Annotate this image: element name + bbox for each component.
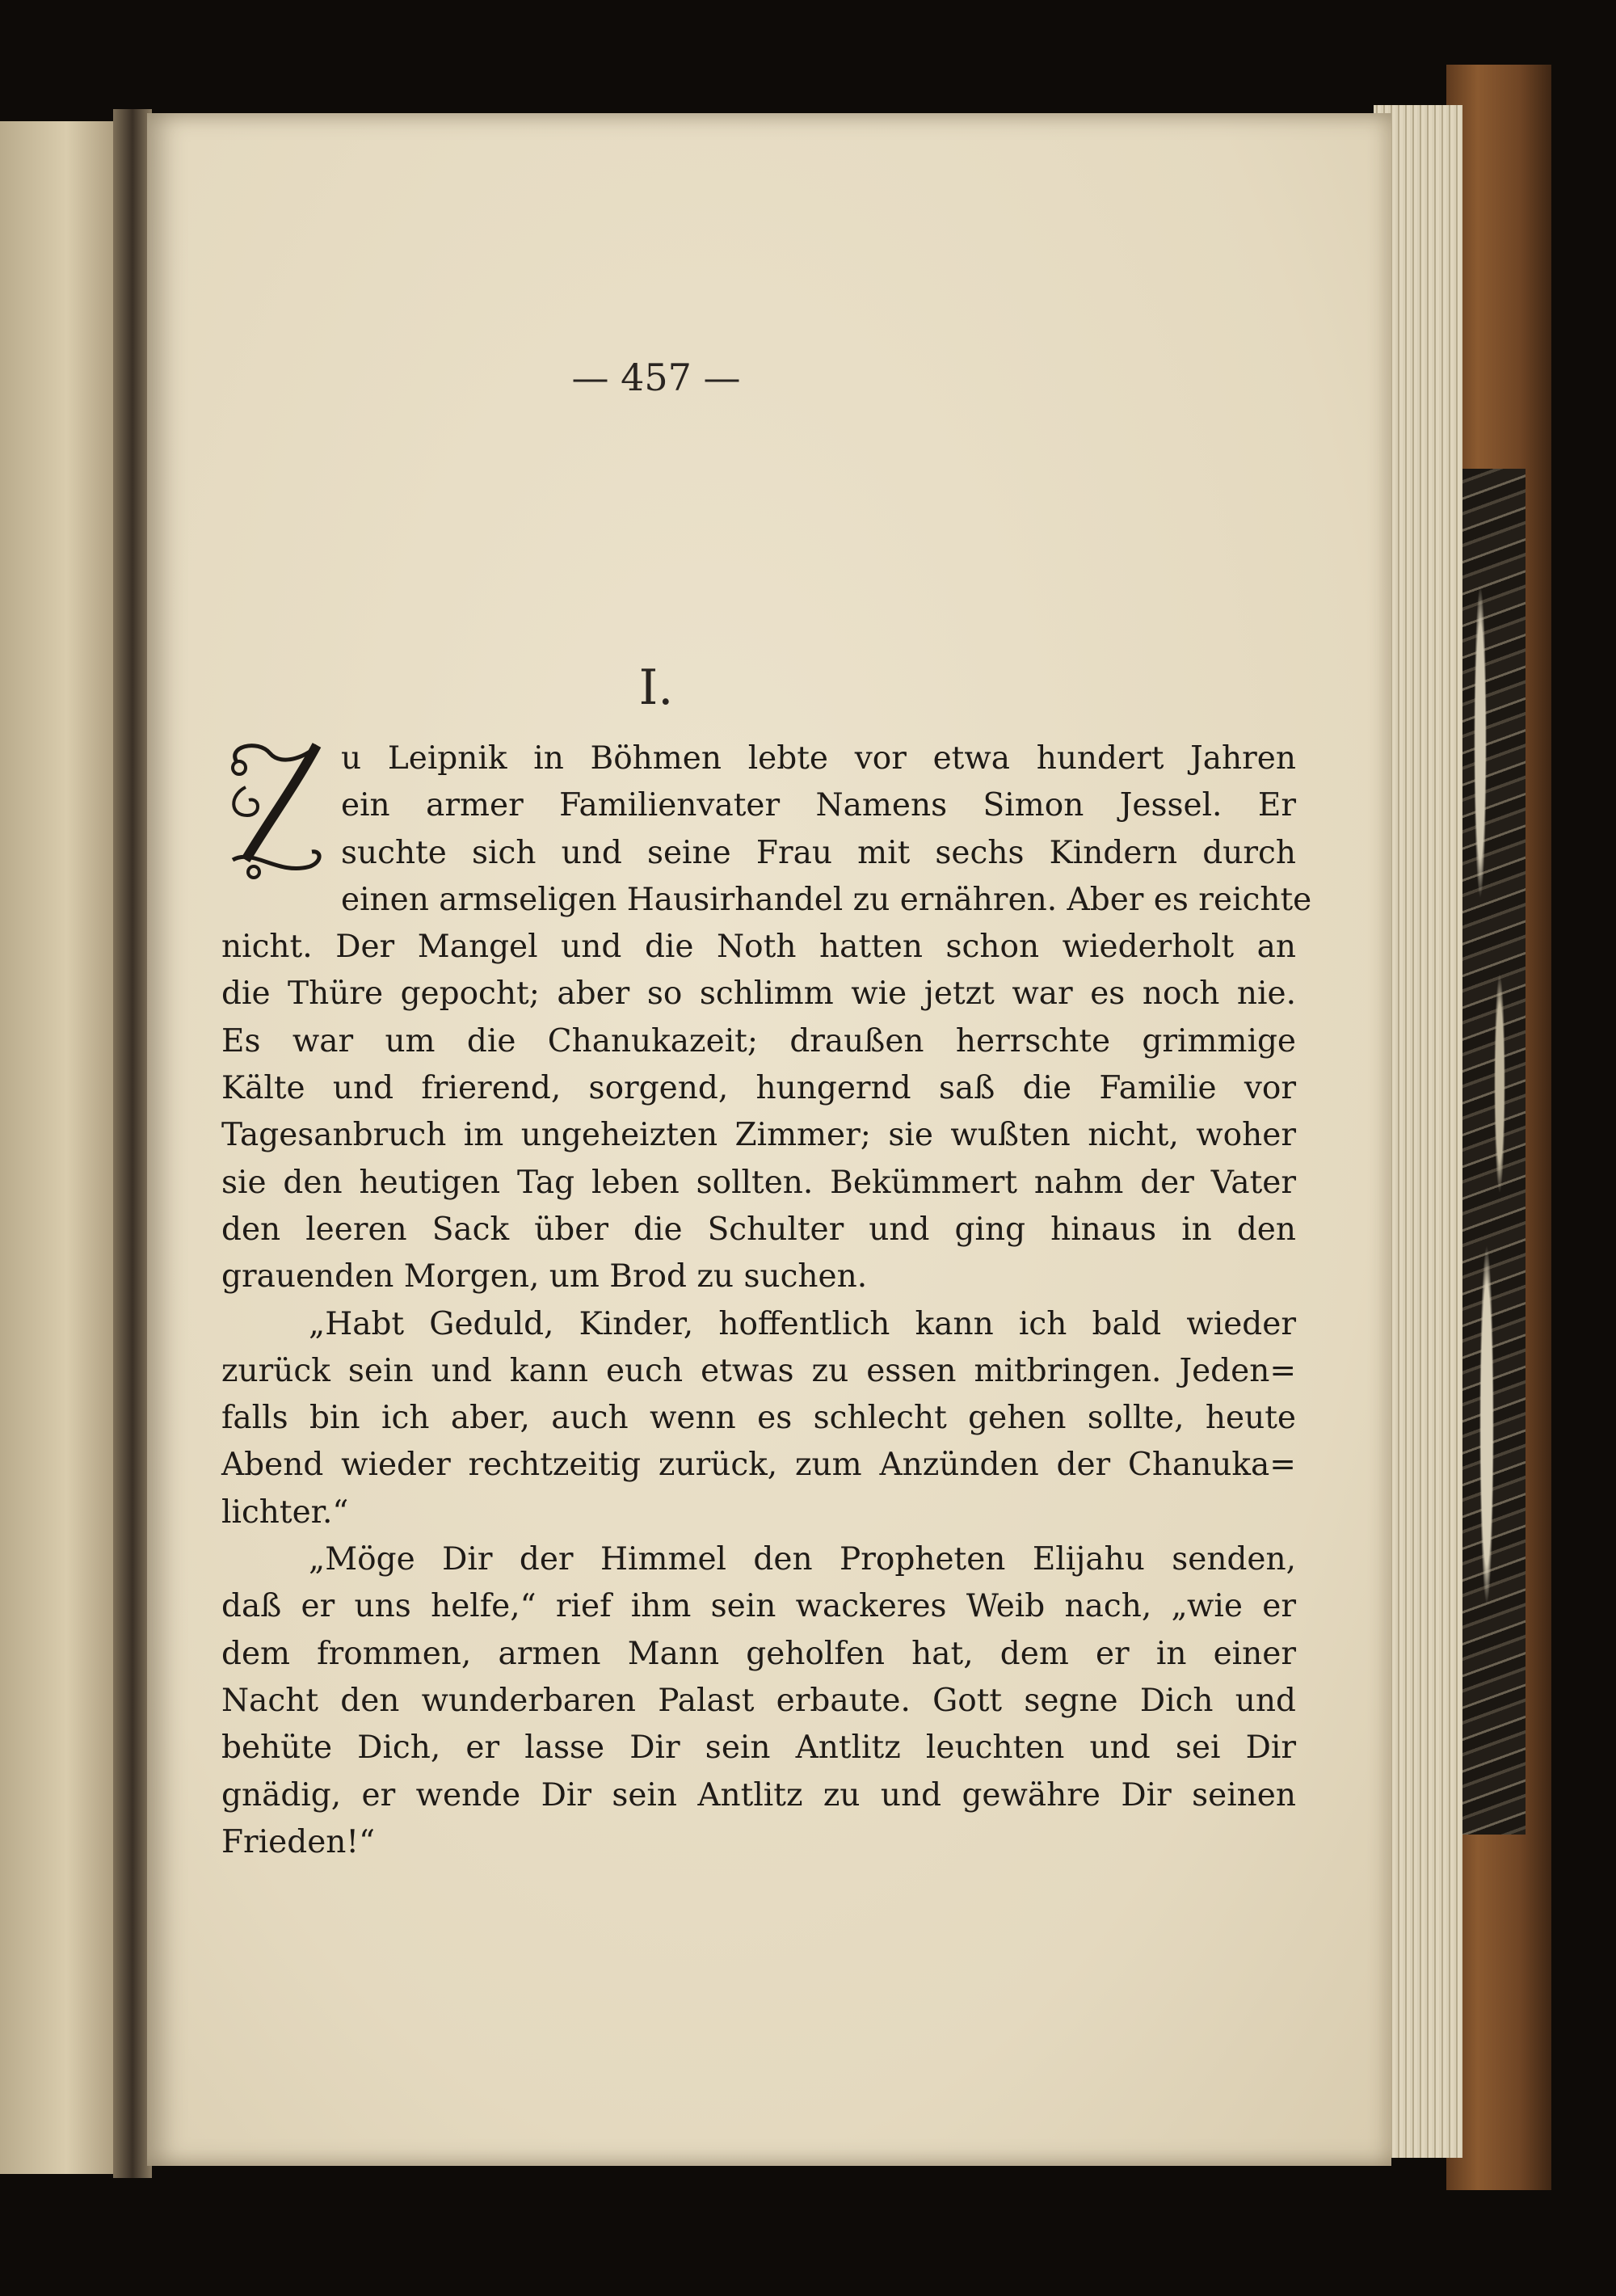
text-line: Tagesanbruch im ungeheizten Zimmer; sie wußten nicht, woher	[221, 1117, 1296, 1154]
text-line: u Leipnik in Böhmen lebte vor etwa hundert Jahren	[341, 740, 1296, 777]
text-line: gnädig, er wende Dir sein Antlitz zu und gewähre Dir seinen	[221, 1776, 1296, 1814]
left-page-edge	[0, 121, 121, 2174]
text-line: behüte Dich, er lasse Dir sein Antlitz leuchten und sei Dir	[221, 1729, 1296, 1767]
chapter-heading: I.	[638, 659, 674, 716]
text-line: einen armseligen Hausirhandel zu ernähren. Aber es reichte	[341, 881, 1312, 918]
text-line: ein armer Familienvater Namens Simon Jessel. Er	[341, 787, 1296, 824]
text-line: suchte sich und seine Frau mit sechs Kindern durch	[341, 834, 1296, 871]
text-line: grauenden Morgen, um Brod zu suchen.	[221, 1258, 868, 1295]
book-page	[147, 113, 1391, 2166]
text-line: Frieden!“	[221, 1823, 376, 1860]
text-line: Nacht den wunderbaren Palast erbaute. Gott segne Dich und	[221, 1682, 1296, 1719]
text-line: den leeren Sack über die Schulter und ging hinaus in den	[221, 1211, 1296, 1248]
text-line: dem frommen, armen Mann geholfen hat, dem er in einer	[221, 1635, 1296, 1672]
drop-cap-ornament-icon	[221, 739, 326, 880]
text-line: sie den heutigen Tag leben sollten. Bekümmert nahm der Vater	[221, 1164, 1296, 1201]
book-gutter	[113, 109, 152, 2178]
text-line: falls bin ich aber, auch wenn es schlecht gehen sollte, heute	[221, 1400, 1296, 1437]
text-line: die Thüre gepocht; aber so schlimm wie jetzt war es noch nie.	[221, 975, 1296, 1013]
drop-cap	[221, 739, 326, 880]
text-line: „Möge Dir der Himmel den Propheten Elijahu senden,	[309, 1541, 1296, 1578]
marbled-endpaper	[1461, 469, 1526, 1835]
page-number: — 457 —	[571, 356, 741, 399]
text-line: lichter.“	[221, 1493, 349, 1531]
text-line: Es war um die Chanukazeit; draußen herrschte grimmige	[221, 1022, 1296, 1060]
text-line: „Habt Geduld, Kinder, hoffentlich kann ich bald wieder	[309, 1305, 1296, 1342]
body-text	[221, 735, 1312, 1866]
text-line: Abend wieder rechtzeitig zurück, zum Anzünden der Chanuka=	[221, 1447, 1296, 1484]
text-line: nicht. Der Mangel und die Noth hatten schon wiederholt an	[221, 929, 1296, 966]
text-line: zurück sein und kann euch etwas zu essen mitbringen. Jeden=	[221, 1352, 1296, 1389]
text-line: daß er uns helfe,“ rief ihm sein wackeres Weib nach, „wie er	[221, 1588, 1296, 1625]
text-line: Kälte und frierend, sorgend, hungernd saß die Familie vor	[221, 1070, 1296, 1107]
